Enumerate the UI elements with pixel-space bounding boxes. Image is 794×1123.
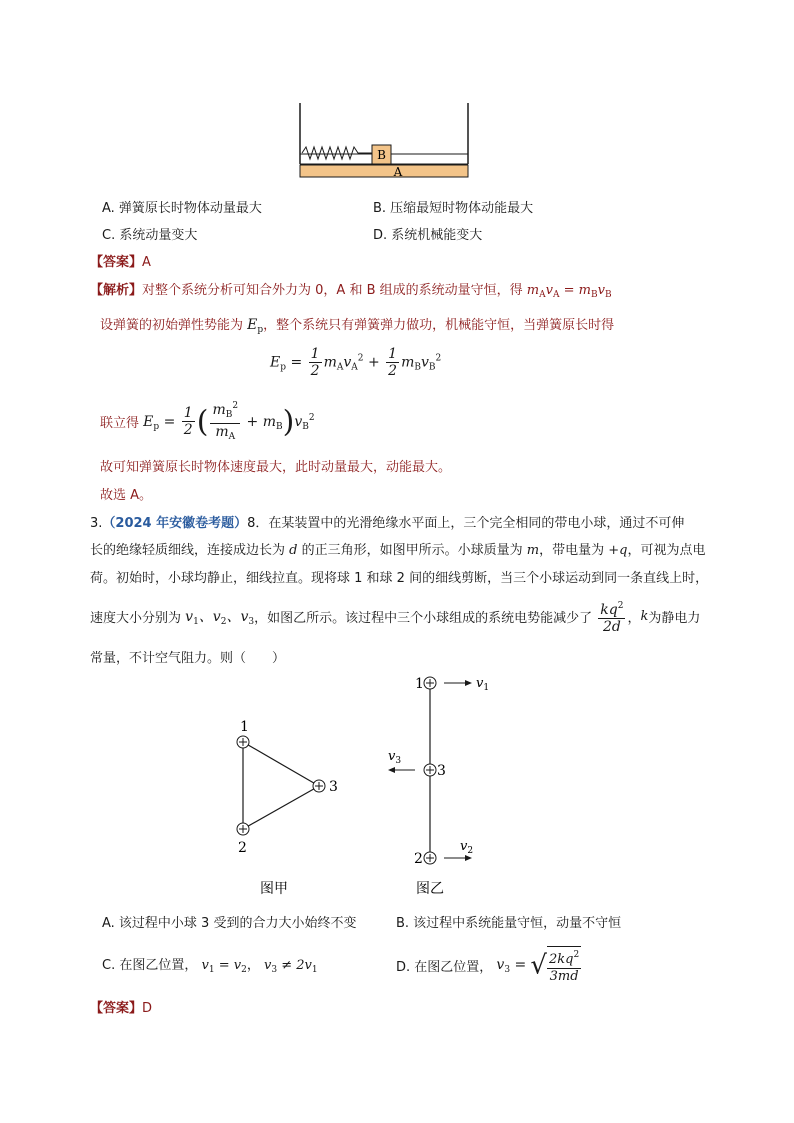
ball-1-yi: [424, 677, 436, 689]
string-2-3: [243, 786, 319, 829]
ball-3-jia: [313, 780, 325, 792]
ball-1-jia: [237, 736, 249, 748]
q1-option-b: B. 压缩最短时物体动能最大: [373, 201, 534, 216]
q2-option-c: C. 在图乙位置， $v_1 = v_2$， $v_3 \ne 2v_1$: [102, 958, 318, 975]
q2-option-a: A. 该过程中小球 3 受到的合力大小始终不变: [102, 916, 357, 931]
answer-tag: 【答案】: [90, 255, 143, 270]
q2-line5: 常量，不计空气阻力。则（ ）: [90, 651, 286, 666]
label-2-jia: 2: [238, 840, 247, 856]
charged-balls-figure: [220, 668, 520, 903]
sqrt-expression: √ $\frac{2kq^2}{3md}$: [530, 946, 581, 985]
q2-text-1: 8．在某装置中的光滑绝缘水平面上，三个完全相同的带电小球，通过不可伸: [247, 516, 685, 531]
block-b-label: B: [377, 148, 386, 162]
q1-analysis-line4: [100, 398, 315, 445]
analysis-text-2a: 设弹簧的初始弹性势能为: [100, 318, 244, 333]
answer-value: A: [142, 255, 151, 270]
combined-equation: $E_p$ = $\frac{1}{2}$ ( $\frac{m_B^2}{m_A}$ + $m_B)v_B^2$: [143, 414, 314, 430]
q1-analysis-line6: 故选 A。: [100, 488, 153, 503]
string-1-3: [243, 742, 319, 786]
label-1-yi: 1: [415, 676, 424, 692]
analysis-text-2b: ，整个系统只有弹簧弹力做功，机械能守恒，当弹簧原长时得: [263, 318, 615, 333]
answer-tag: 【答案】: [90, 1001, 143, 1016]
label-2-yi: 2: [414, 851, 423, 867]
analysis-text-1: 对整个系统分析可知合外力为 0，A 和 B 组成的系统动量守恒，得: [142, 283, 523, 298]
q1-answer: [90, 251, 151, 270]
q1-analysis-line1: [90, 279, 612, 300]
ball-2-yi: [424, 852, 436, 864]
label-1-jia: 1: [240, 719, 249, 735]
q2-number: 3.: [90, 516, 103, 531]
q1-option-c: C. 系统动量变大: [102, 228, 198, 243]
q2-line4: 速度大小分别为 $v_1$、$v_2$、$v_3$，如图乙所示。该过程中三个小球组成的系统电势能减少了 $\frac{kq^2}{2d}$ ，k为静电力: [90, 598, 700, 635]
q2-source: （2024 年安徽卷考题）: [102, 516, 248, 531]
q2-line2: 长的绝缘轻质细线，连接成边长为 d 的正三角形，如图甲所示。小球质量为 m，带电量为 +q，可视为点电: [90, 543, 706, 558]
analysis-text-4: 联立得: [100, 416, 140, 431]
answer-value: D: [142, 1001, 153, 1016]
q2-line3: 荷。初始时，小球均静止，细线拉直。现将球 1 和球 2 间的细线剪断，当三个小球运动到同一条直线上时，: [90, 571, 709, 586]
spring-block-figure: [290, 98, 480, 183]
caption-jia: 图甲: [260, 881, 288, 897]
energy-fraction: $\frac{kq^2}{2d}$: [596, 609, 627, 625]
q1-analysis-line5: 故可知弹簧原长时物体速度最大，此时动量最大，动能最大。: [100, 460, 452, 475]
label-3-yi: 3: [437, 763, 446, 779]
ball-3-yi: [424, 764, 436, 776]
ball-2-jia: [237, 823, 249, 835]
label-v3: $v_3$: [388, 749, 402, 766]
label-v2: $v_2$: [460, 839, 474, 856]
spring: [302, 147, 372, 159]
momentum-equation: $m_Av_A = m_Bv_B$: [526, 283, 612, 300]
board-a: [300, 165, 468, 177]
label-3-jia: 3: [329, 779, 338, 795]
charge-symbol: +q: [608, 543, 628, 558]
analysis-tag: 【解析】: [90, 283, 143, 298]
q2-answer: [90, 997, 152, 1016]
ep-symbol: $E_p$: [247, 317, 264, 335]
q1-option-a: A. 弹簧原长时物体动量最大: [102, 201, 262, 216]
q1-option-d: D. 系统机械能变大: [373, 228, 483, 243]
energy-equation: $E_p$ = $\frac{1}{2}$ $m_Av_A^2$ + $\frac{1}{2}$ $m_Bv_B^2$: [270, 346, 442, 379]
label-v1: $v_1$: [476, 676, 490, 693]
caption-yi: 图乙: [416, 881, 444, 897]
q2-line1: [90, 512, 684, 531]
q2-option-d: D. 在图乙位置， $v_3$ = √ $\frac{2kq^2}{3md}$: [396, 946, 581, 985]
q1-analysis-line2: [100, 314, 614, 335]
board-a-label: A: [393, 165, 403, 179]
q2-option-b: B. 该过程中系统能量守恒，动量不守恒: [396, 916, 622, 931]
